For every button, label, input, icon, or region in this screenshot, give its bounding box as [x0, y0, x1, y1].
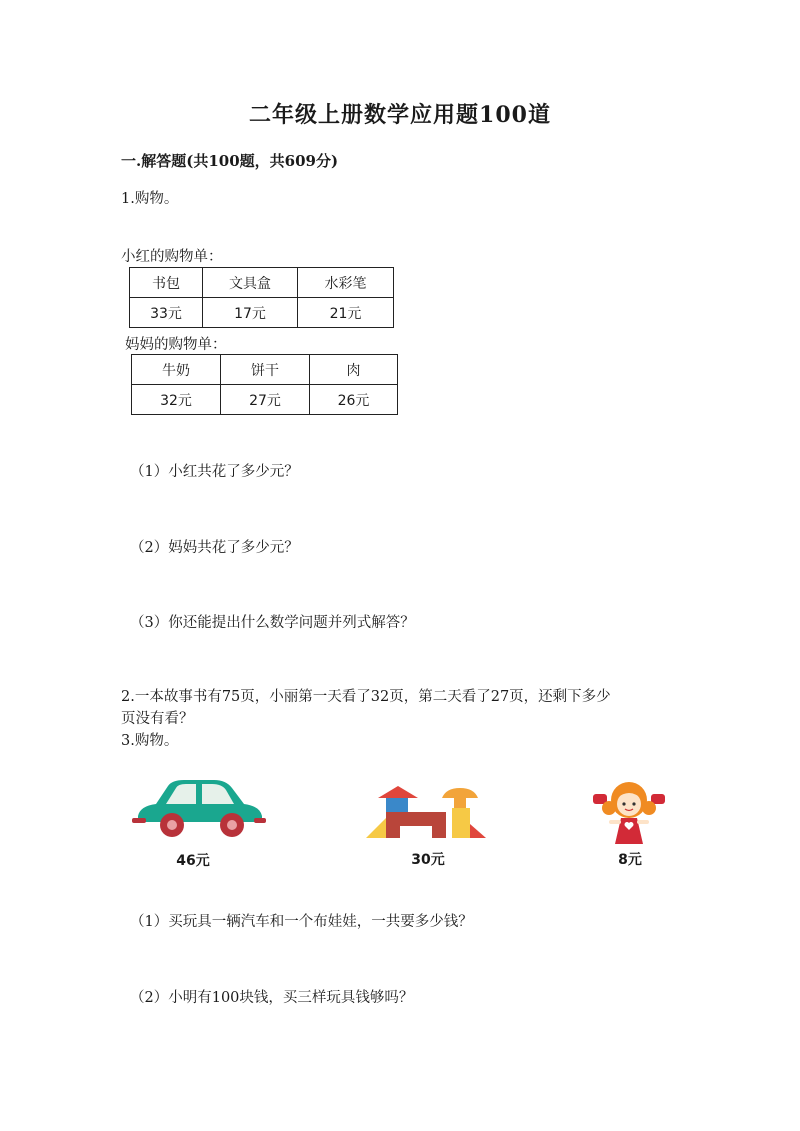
question-1-sub-1: （1）小红共花了多少元？	[130, 464, 299, 480]
page-title: 二年级上册数学应用题100道	[249, 102, 551, 128]
section-heading: 一.解答题(共100题，共609分)	[121, 152, 339, 170]
building-blocks-icon	[364, 784, 490, 842]
toy-car-price: 46元	[176, 853, 210, 869]
table-row	[130, 298, 394, 328]
question-1-sub-3: （3）你还能提出什么数学问题并列式解答？	[130, 615, 415, 631]
xiaohong-price-table	[129, 267, 394, 328]
toy-car-icon	[128, 778, 268, 840]
item-price: 21元	[298, 298, 394, 328]
question-1-text: 1.购物。	[121, 191, 179, 207]
question-3-sub-2: （2）小明有100块钱，买三样玩具钱够吗？	[130, 990, 414, 1006]
toy-doll-price: 8元	[618, 852, 642, 868]
mama-price-table	[131, 354, 398, 415]
item-name: 水彩笔	[298, 268, 394, 298]
toy-blocks-price: 30元	[411, 852, 445, 868]
table-row	[132, 385, 398, 415]
item-name: 书包	[130, 268, 203, 298]
item-price: 32元	[132, 385, 221, 415]
item-price: 27元	[221, 385, 310, 415]
mama-list-caption: 妈妈的购物单：	[125, 337, 227, 353]
question-3-sub-1: （1）买玩具一辆汽车和一个布娃娃，一共要多少钱？	[130, 914, 473, 930]
item-name: 饼干	[221, 355, 310, 385]
item-name: 牛奶	[132, 355, 221, 385]
item-name: 文具盒	[203, 268, 298, 298]
table-row	[130, 268, 394, 298]
item-name: 肉	[310, 355, 398, 385]
item-price: 33元	[130, 298, 203, 328]
xiaohong-list-caption: 小红的购物单：	[121, 249, 223, 265]
item-price: 26元	[310, 385, 398, 415]
doll-icon	[589, 778, 669, 848]
item-price: 17元	[203, 298, 298, 328]
question-1-sub-2: （2）妈妈共花了多少元？	[130, 540, 299, 556]
table-row	[132, 355, 398, 385]
question-2-line-2: 页没有看？	[121, 711, 194, 727]
question-3-text: 3.购物。	[121, 733, 179, 749]
question-2-line-1: 2.一本故事书有75页，小丽第一天看了32页，第二天看了27页，还剩下多少	[121, 689, 611, 705]
